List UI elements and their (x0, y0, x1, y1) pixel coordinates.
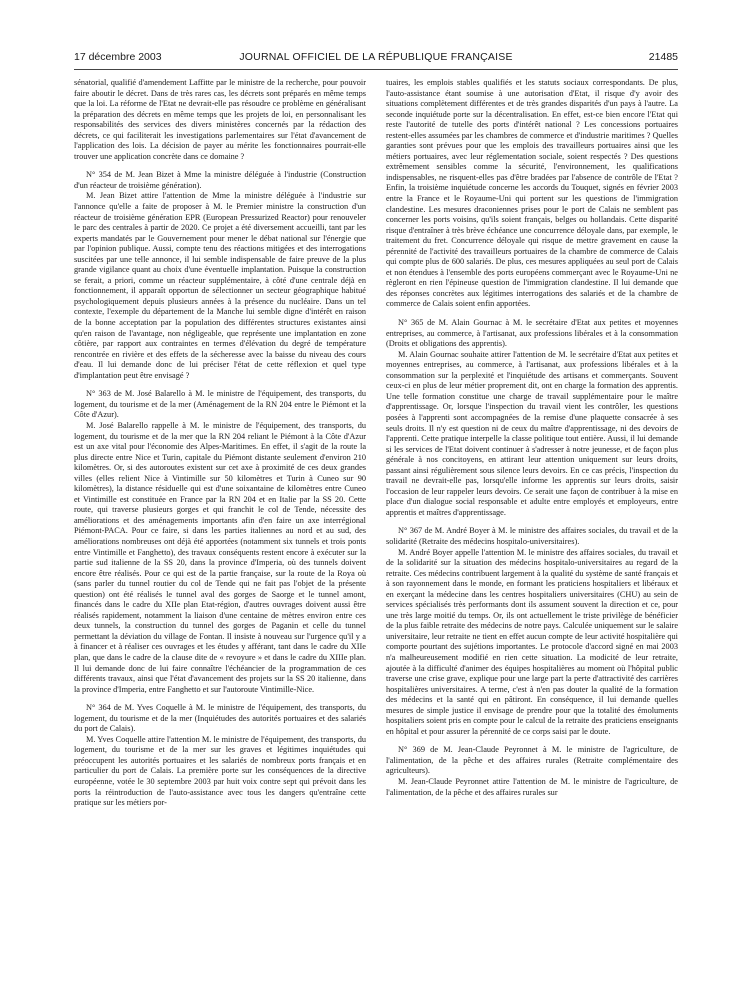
question-body-369: M. Jean-Claude Peyronnet attire l'attention de M. le ministre de l'agriculture, de l'alimentation, de la pêche et des affaires rurales sur (386, 777, 678, 797)
question-body-365: M. Alain Gournac souhaite attirer l'attention de M. le secrétaire d'Etat aux petites et moyennes entreprises, au commerce, à l'artisanat, aux professions libérales et à la consommation sur la perplexité et l'inquiétude des artisans et commerçants. Souvent ceux-ci en plus de leur métier proprement dit, ont en charge la formation des apprentis. Une telle formation constitue une charge de travail supplémentaire pour le maître d'apprentissage. Or, lorsque l'inspection du travail vient les contrôler, les questions posées à l'apprenti sont accompagnées de la remise d'une plaquette consacrée à ses seuls droits. Il n'y est question ni de ceux du maître d'apprentissage, ni des devoirs de l'apprenti. Cette pratique interpelle la classe politique tout entière. Aussi, il lui demande si les services de l'Etat doivent continuer à s'adresser à notre jeunesse, et de façon plus générale à nos concitoyens, en attirant leur attention uniquement sur leurs droits, passant ainsi régulièrement sous silence leurs devoirs. En ce cas précis, l'inspection du travail ne devrait-elle pas, lorsqu'elle informe les apprentis sur leurs droits, saisir l'occasion de leur rappeler leurs devoirs. Ce serait une façon de contribuer à la mise en place d'un dialogue social responsable et adulte entre employés et employeurs, entre apprentis et maîtres d'apprentissage. (386, 349, 678, 517)
question-body-367: M. André Boyer appelle l'attention M. le ministre des affaires sociales, du travail et de la solidarité sur la situation des médecins hospitalo-universitaires au regard de la retraite. Ces médecins contribuent largement à la qualité du système de santé français et à son rayonnement dans le monde, en formant les praticiens hospitaliers et libéraux et en exerçant la médecine dans les centres hospitaliers universitaires (CHU) au sein de services spécialisés très performants dont ils assument souvent la direction et ce, pour une très large moitié du temps. Or, ils ont actuellement le triste privilège de bénéficier de la plus faible retraite des médecins de notre pays. Calculée uniquement sur le salaire universitaire, leur retraite ne tient en effet aucun compte de leur activité hospitalière qui comporte pourtant des sujétions importantes. Le protocole d'accord signé en mai 2003 n'a malheureusement modifié en rien cette situation. La modicité de leur retraite, ajoutée à la difficulté d'animer des équipes hospitalières au moment où l'hôpital public traverse une crise grave, explique pour une large part la perte d'attractivité des carrières hospitalières universitaires. A terme, c'est à n'en pas douter la qualité de la formation des médecins et la santé qui en pâtiront. En conséquence, il lui demande quelles mesures de simple justice il envisage de prendre pour que la totalité des émoluments hospitaliers soient pris en compte pour le calcul de la retraite des praticiens enseignants en hôpital et pour assurer la pérennité de ce corps saisi par le doute. (386, 547, 678, 736)
page-number: 21485 (648, 51, 678, 63)
header-rule (74, 69, 678, 70)
question-body-364: M. Yves Coquelle attire l'attention M. le ministre de l'équipement, des transports, du logement, du tourisme et de la mer sur les graves et légitimes inquiétudes qui préoccupent les autorités portuaires et les salariés de nombreux ports français et en particulier du port de Calais. La première porte sur les conséquences de la directive européenne, votée le 30 septembre 2003 par huit voix contre sept qui prévoit dans les ports la réintroduction de l'auto-assistance avec tous les dangers qu'entraîne cette pratique sur les métiers por- (74, 734, 366, 808)
header-date: 17 décembre 2003 (74, 51, 162, 63)
question-body-354: M. Jean Bizet attire l'attention de Mme la ministre déléguée à l'industrie sur l'annonce qu'elle a faite de proposer à M. le Premier ministre la construction d'un réacteur de troisième génération EPR (European Pressurized Reactor) pour renouveler le parc des centrales à partir de 2020. Ce projet a été diversement accueilli, tant par les experts mandatés par le Gouvernement pour mener le débat national sur l'énergie que par l'opinion publique. Aussi, compte tenu des réactions mitigées et des interrogations suscitées par une telle annonce, il lui semble indispensable de faire preuve de la plus grande vigilance quant au choix d'une éventuelle implantation. Puisque la construction se ferait, a priori, comme un réacteur supplémentaire, à côté d'une centrale déjà en fonctionnement, il apparaît opportun de sélectionner un secteur géographique habitué psychologiquement depuis plusieurs années à la présence du nucléaire. Dans un tel contexte, l'exemple du département de la Manche lui semble digne d'intérêt en raison de la bonne acceptation par la population des différentes structures existantes ainsi qu'en raison de l'avantage, non négligeable, que représente une implantation en zone côtière, par rapport aux contraintes en termes d'élévation du degré de température rencontrée en rivière et des effets de la sécheresse avec la baisse du niveau des cours d'eau. Il lui demande donc de lui préciser l'état de cette réflexion et quel type d'implantation peut être envisagé ? (74, 191, 366, 380)
journal-title: JOURNAL OFFICIEL DE LA RÉPUBLIQUE FRANÇAISE (239, 51, 513, 63)
question-heading-354: N° 354 de M. Jean Bizet à Mme la ministre déléguée à l'industrie (Construction d'un réacteur de troisième génération). (74, 170, 366, 190)
question-heading-369: N° 369 de M. Jean-Claude Peyronnet à M. le ministre de l'agriculture, de l'alimentation, de la pêche et des affaires rurales (Retraite complémentaire des agriculteurs). (386, 745, 678, 776)
page-header (74, 51, 678, 65)
question-heading-367: N° 367 de M. André Boyer à M. le ministre des affaires sociales, du travail et de la solidarité (Retraite des médecins hospitalo-universitaires). (386, 526, 678, 546)
question-heading-364: N° 364 de M. Yves Coquelle à M. le ministre de l'équipement, des transports, du logement, du tourisme et de la mer (Inquiétudes des autorités portuaires et des salariés du port de Calais). (74, 703, 366, 734)
question-heading-363: N° 363 de M. José Balarello à M. le ministre de l'équipement, des transports, du logement, du tourisme et de la mer (Aménagement de la RN 204 entre le Piémont et la Côte d'Azur). (74, 389, 366, 420)
question-body-363: M. José Balarello rappelle à M. le ministre de l'équipement, des transports, du logement, du tourisme et de la mer que la RN 204 reliant le Piémont à la Côte d'Azur est un axe vital pour l'économie des Alpes-Maritimes. En effet, il s'agit de la route la plus directe entre Nice et Turin, capitale du Piémont distante seulement d'environ 210 kilomètres. Or, si des autoroutes existent sur cet axe à proximité de ces deux grandes villes (elles relient Nice à Vintimille sur 50 kilomètres et Turin à Cuneo sur 90 kilomètres), la distance résiduelle qui est d'une soixantaine de kilomètres entre Cuneo et Vintimille est constituée en France par la RN 204 et en Italie par la SS 20. Cette route, qui traverse plusieurs gorges et qui franchit le col de Tende, nécessite des améliorations et des aménagements importants afin d'en faire un axe interrégional Piémont-PACA. Pour ce faire, si dans les parties italiennes au nord et au sud, des améliorations nombreuses ont déjà été apportées (notamment six tunnels et trois ponts entre Vintimille et Fanghetto), des travaux conséquents restent encore à exécuter sur la partie sud italienne de la SS 20, dans la province d'Imperia, où des tunnels doivent encore être réalisés. Pour ce qui est de la partie française, sur la route de la Roya où (sans parler du tunnel routier du col de Tende qui ne fait pas l'objet de la présente question) ont été réalisés le tunnel aval des gorges de Saorge et le tunnel amont, financés dans le cadre du XIIe plan Etat-région, d'autres ouvrages doivent aussi être réalisés rapidement, notamment la liaison d'une centaine de mètres environ entre ces deux tunnels, la construction du tunnel des gorges de Paganin et celle du tunnel permettant la déviation du village de Fontan. Il insiste à nouveau sur l'urgence qu'il y a à financer et à réaliser ces ouvrages et les études y afférant, tant dans le cadre du XIIe plan, que dans le cadre de la clause dite de « revoyure » et dans le cadre du XIIIe plan. Il lui demande donc de lui faire connaître l'échéancier de la programmation de ces différents travaux, ainsi que l'état d'avancement des projets sur la SS 20 italienne, dans la province d'Imperia, entre Fanghetto et sur l'autoroute Vintimille-Nice. (74, 420, 366, 694)
question-heading-365: N° 365 de M. Alain Gournac à M. le secrétaire d'Etat aux petites et moyennes entreprises, au commerce, à l'artisanat, aux professions libérales et à la consommation (Droits et obligations des apprentis). (386, 318, 678, 349)
paragraph-continuation: sénatorial, qualifié d'amendement Laffitte par le ministre de la recherche, pour pouvoir faire aboutir le décret. Dans de très rares cas, les décrets sont préparés en même temps que la loi. La réforme de l'Etat ne devrait-elle pas résoudre ce problème en généralisant la préparation des décrets en même temps que les projets de loi, en personnalisant les responsabilités des services des divers ministères concernés par la rédaction des décrets, ce qui faciliterait les investigations parlementaires sur l'état d'avancement de l'application des lois. La décision de payer au mérite les fonctionnaires pourrait-elle trouver une application concrète dans ce domaine ? (74, 78, 366, 161)
paragraph-continuation: tuaires, les emplois stables qualifiés et les statuts sociaux correspondants. De plus, l'auto-assistance étant soumise à une autorisation d'Etat, il risque d'y avoir des situations complètement différentes et de très grandes disparités d'un pays à l'autre. La seconde inquiétude porte sur la décentralisation. En effet, est-ce bien encore l'Etat qui reste l'autorité de tutelle des ports d'intérêt national ? Les concessions portuaires restent-elles assumées par les chambres de commerce et d'industrie maritimes ? Quelles garanties sont prévues pour que les emplois des travailleurs portuaires ainsi que les métiers portuaires, avec leur réglementation sociale, soient respectés ? Des questions extrêmement sensibles comme la sécurité, l'environnement, les qualifications indispensables, ne risquent-elles pas d'être bradées par l'absence de contrôle de l'Etat ? Enfin, la troisième inquiétude concerne les accords du Touquet, signés en février 2003 entre la France et le Royaume-Uni qui portent sur les questions de l'immigration clandestine. Les mesures draconiennes prises pour le port de Calais ne semblent pas concerner les ports voisins, qu'ils soient français, belges ou hollandais. Cette disparité risque d'entraîner à très brève échéance une concurrence déloyale dans, par exemple, le traitement du fret. Concurrence déloyale qui risque de mettre gravement en cause la pérennité de l'activité des travailleurs portuaires de la chambre de commerce de Calais qui compte plus de 600 salariés. De plus, ces mesures appliquées au seul port de Calais et non étendues à l'ensemble des ports européens commerçant avec le Royaume-Uni ne règleront en rien l'épineuse question de l'immigration clandestine. Il lui demande que des réponses concrètes aux légitimes interrogations des salariés et de la chambre de commerce de Calais soient enfin apportées. (386, 78, 678, 309)
left-column (74, 78, 366, 978)
right-column (386, 78, 678, 978)
